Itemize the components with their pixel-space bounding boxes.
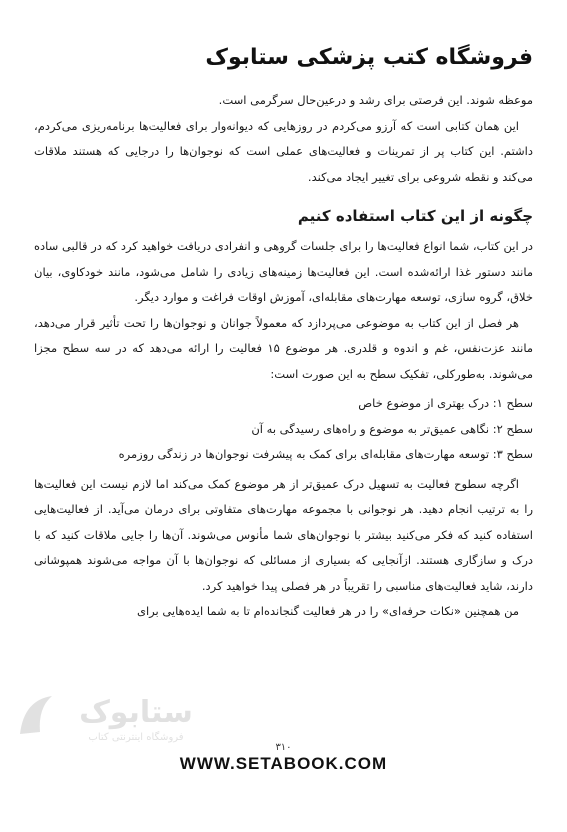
body-paragraph: هر فصل از این کتاب به موضوعی می‌پردازد که معمولاً جوانان و نوجوان‌ها را تحت تأثیر قرار می‌دهد، مانند عزت‌نفس، غم و اندوه و قلدری. هر موضوع ۱۵ فعالیت را ارائه می‌دهد که در سه سطح مجزا می‌شوند. به‌طورکلی، تفکیک سطح به این صورت است: (34, 315, 533, 381)
body-paragraph: من همچنین «نکات حرفه‌ای» را در هر فعالیت گنجانده‌ام تا به شما ایده‌هایی برای (136, 604, 519, 618)
body-paragraph: اگرچه سطوح فعالیت به تسهیل درک عمیق‌تر از هر موضوع کمک می‌کند اما لازم نیست این فعالیت‌ها را به ترتیب انجام دهید. هر نوجوانی با مجموعه مهارت‌های متفاوتی برای درمان می‌آید. از فعالیت‌هایی استفاده کنید که فکر می‌کنید بیشتر با نوجوان‌های شما مأنوس می‌شوند. آن‌ها را جایی ملاقات کنید که با درک و سازگاری هستند. ازآنجایی که بسیاری از مسائلی که نوجوان‌ها با آن مواجه می‌شوند همپوشانی دارند، شاید فعالیت‌های مناسبی را تقریباً در هر فصلی پیدا خواهید کرد. (34, 476, 533, 593)
intro-paragraph: این همان کتابی است که آرزو می‌کردم در روزهایی که دیوانه‌وار برای فعالیت‌ها برنامه‌ریزی می‌کردم، داشتم. این کتاب پر از تمرینات و فعالیت‌های عملی است که نوجوان‌ها را درجایی که هستند ملاقات می‌کند و نقطه شروعی برای تغییر ایجاد می‌کند. (34, 118, 533, 184)
page-number: ۳۱۰ (275, 742, 292, 753)
section-heading: چگونه از این کتاب استفاده کنیم (297, 207, 533, 225)
document-body (34, 88, 533, 625)
book-swoosh-icon (20, 696, 52, 734)
watermark-text: ستابوک (79, 695, 193, 730)
intro-paragraph: موعظه شوند. این فرصتی برای رشد و درعین‌حال سرگرمی است. (218, 93, 533, 107)
level-item: سطح ۲: نگاهی عمیق‌تر به موضوع و راه‌های رسیدگی به آن (251, 421, 533, 436)
watermark-subtext: فروشگاه اینترنتی کتاب (88, 732, 184, 743)
page-header-title: فروشگاه کتب پزشکی ستابوک (205, 45, 533, 70)
footer-website-url: WWW.SETABOOK.COM (179, 754, 388, 773)
body-paragraph: در این کتاب، شما انواع فعالیت‌ها را برای جلسات گروهی و انفرادی دریافت خواهید کرد که در قالبی ساده مانند دستور غذا ارائه‌شده است. این فعالیت‌ها زمینه‌های زیادی را شامل می‌شود، مانند خودکاوی، بیان خلاق، گروه سازی، توسعه مهارت‌های مقابله‌ای، آموزش اوقات فراغت و موارد دیگر. (34, 239, 533, 304)
setabook-watermark-logo (6, 686, 236, 746)
level-item: سطح ۳: توسعه مهارت‌های مقابله‌ای برای کمک به پیشرفت نوجوان‌ها در زندگی روزمره (118, 447, 533, 461)
level-item: سطح ۱: درک بهتری از موضوع خاص (358, 396, 533, 410)
